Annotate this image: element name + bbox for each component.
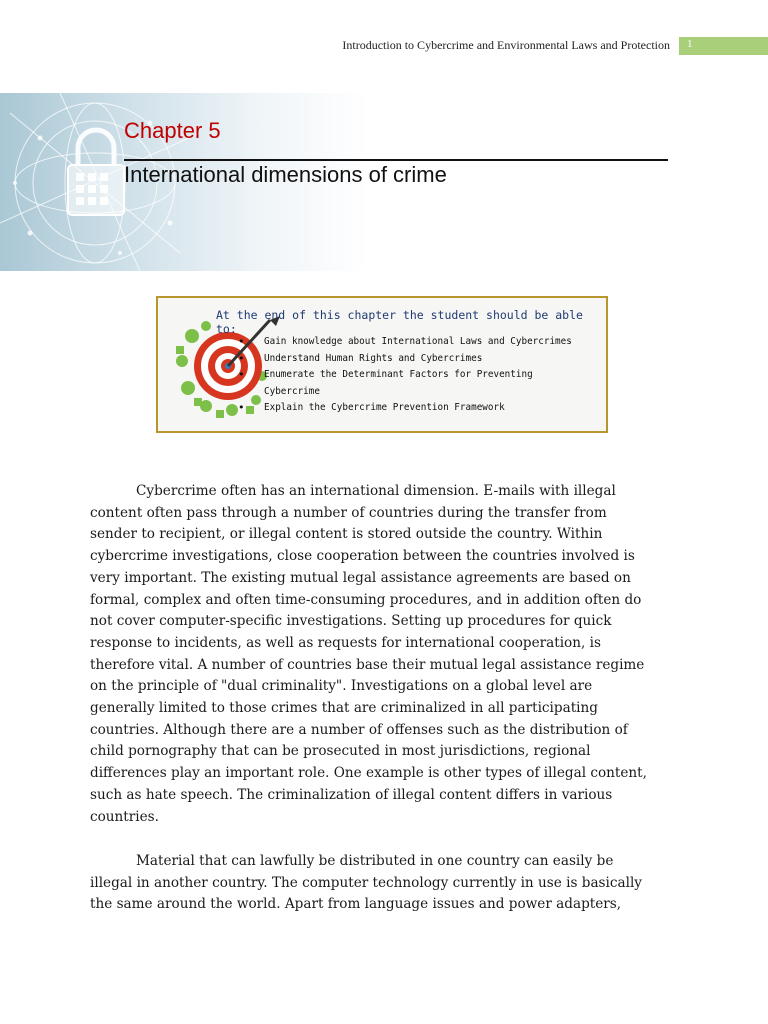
running-header: Introduction to Cybercrime and Environmental Laws and Protection [342,38,670,52]
page-number-tab [679,37,768,55]
text-line: countries. Although there are a number of offenses such as the distribution of [90,721,628,738]
text-line: illegal in another country. The computer technology currently in use is basically [90,874,642,891]
objectives-heading: At the end of this chapter the student should be able to: [216,308,583,336]
list-item: • Understand Human Rights and Cybercrimes [236,351,576,368]
body-paragraph-1 [90,481,674,828]
chapter-title: International dimensions of crime [124,162,447,187]
text-line: the same around the world. Apart from language issues and power adapters, [90,896,622,913]
text-line: Cybercrime often has an international dimension. E-mails with illegal [136,483,616,499]
text-line: countries. [90,808,159,825]
text-line: not cover computer-specific investigations. Setting up procedures for quick [90,613,612,630]
text-line: such as hate speech. The criminalization of illegal content differs in various [90,786,613,803]
text-line: on the principle of "dual criminality". Investigations on a global level are [90,678,593,695]
text-line: response to incidents, as well as requests for international cooperation, is [90,634,601,651]
objectives-list [236,334,576,417]
chapter-label: Chapter 5 [124,118,221,143]
text-line: cybercrime investigations, close cooperation between the countries involved is [90,548,635,565]
text-line: child pornography that can be prosecuted in most jurisdictions, regional [90,743,591,760]
list-item: • Explain the Cybercrime Prevention Framework [236,400,576,417]
text-line: generally limited to those crimes that are criminalized in all participating [90,700,598,717]
text-line: Material that can lawfully be distributed in one country can easily be [136,853,614,869]
list-item: • Gain knowledge about International Laws and Cybercrimes [236,334,576,351]
text-line: sender to recipient, or illegal content is stored outside the country. Within [90,526,603,543]
chapter-rule [124,159,668,161]
text-line: content often pass through a number of countries during the transfer from [90,504,607,521]
page-number: 1 [687,38,693,50]
text-line: therefore vital. A number of countries base their mutual legal assistance regime [90,656,645,673]
body-paragraph-2 [90,851,674,916]
list-item: • Enumerate the Determinant Factors for Preventing [236,367,576,384]
text-line: very important. The existing mutual legal assistance agreements are based on [90,569,631,586]
text-line: formal, complex and often time-consuming procedures, and in addition often do [90,591,642,608]
list-item: Cybercrime [264,385,320,397]
learning-objectives-box [156,296,608,433]
text-line: differences play an important role. One example is other types of illegal content, [90,765,647,782]
